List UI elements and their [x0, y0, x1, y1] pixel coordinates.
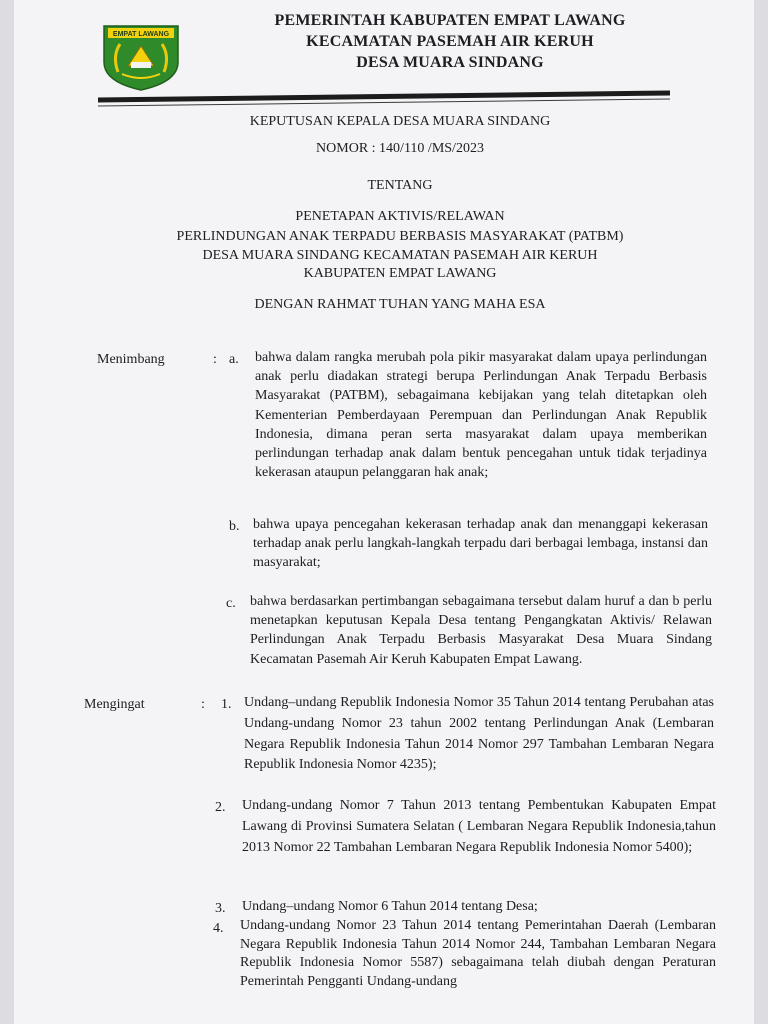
- menimbang-marker-a: a.: [229, 352, 239, 367]
- mengingat-item-2: Undang-undang Nomor 7 Tahun 2013 tentang Pembentukan Kabupaten Empat Lawang di Provinsi Sumatera Selatan ( Lembaran Negara Republik Indonesia,tahun 2013 Nomor 22 Tambahan Lembaran Negara Republik Indonesia Nomor 5400);: [242, 798, 716, 855]
- decree-tentang: TENTANG: [367, 178, 433, 193]
- mengingat-label: Mengingat: [84, 697, 145, 712]
- letterhead: [240, 10, 660, 73]
- menimbang-item-a: bahwa dalam rangka merubah pola pikir masyarakat dalam upaya perlindungan anak perlu diadakan strategi berupa Perlindungan Anak Terpadu Berbasis Masyarakat (PATBM), sebagaimana kebijakan yang telah ditetapkan oleh Kementerian Pemberdayaan Perempuan dan Perlindungan Anak Republik Indonesia, dimana peran serta masyarakat dalam upaya memberikan perlindungan terhadap anak dalam bentuk pencegahan untuk tidak terjadinya kekerasan ataupun pelanggaran hak anak;: [255, 350, 707, 481]
- decree-blessing: DENGAN RAHMAT TUHAN YANG MAHA ESA: [254, 297, 546, 312]
- mengingat-item-4: Undang-undang Nomor 23 Tahun 2014 tentang Pemerintahan Daerah (Lembaran Negara Republik Indonesia Tahun 2014 Nomor 244, Tambahan Lembaran Negara Republik Indonesia Nomor 5587) sebagaimana telah diubah dengan Peraturan Pemerintah Pengganti Undang-undang: [240, 918, 716, 989]
- menimbang-item-b: bahwa upaya pencegahan kekerasan terhadap anak dan menanggapi kekerasan terhadap anak perlu langkah-langkah terpadu dari berbagai lembaga, instansi dan masyarakat;: [253, 517, 708, 571]
- menimbang-colon: :: [213, 352, 217, 367]
- regency-emblem-logo: [98, 22, 184, 92]
- decree-subject-2: PERLINDUNGAN ANAK TERPADU BERBASIS MASYARAKAT (PATBM): [176, 229, 624, 244]
- page-edge-right: [754, 0, 768, 1024]
- decree-number: NOMOR : 140/110 /MS/2023: [316, 141, 484, 156]
- menimbang-marker-c: c.: [226, 596, 236, 611]
- letterhead-village: DESA MUARA SINDANG: [356, 54, 544, 71]
- mengingat-item-1: Undang–undang Republik Indonesia Nomor 35 Tahun 2014 tentang Perubahan atas Undang-undang Nomor 23 tahun 2002 tentang Perlindungan Anak (Lembaran Negara Republik Indonesia Tahun 2014 Nomor 297 Tambahan Lembaran Negara Republik Indonesia Nomor 4235);: [244, 695, 714, 773]
- menimbang-marker-b: b.: [229, 519, 240, 534]
- mengingat-colon: :: [201, 697, 205, 712]
- mengingat-marker-4: 4.: [213, 921, 224, 936]
- letterhead-district: KECAMATAN PASEMAH AIR KERUH: [306, 33, 594, 50]
- mengingat-marker-2: 2.: [215, 800, 226, 815]
- decree-subject-1: PENETAPAN AKTIVIS/RELAWAN: [295, 209, 505, 224]
- logo-text: EMPAT LAWANG: [112, 31, 170, 38]
- mengingat-marker-3: 3.: [215, 901, 226, 916]
- decree-title: KEPUTUSAN KEPALA DESA MUARA SINDANG: [249, 114, 551, 129]
- menimbang-label: Menimbang: [97, 352, 165, 367]
- mengingat-marker-1: 1.: [221, 697, 232, 712]
- menimbang-item-c: bahwa berdasarkan pertimbangan sebagaimana tersebut dalam huruf a dan b perlu menetapkan keputusan Kepala Desa tentang Pengangkatan Aktivis/ Relawan Perlindungan Anak Terpadu Berbasis Masyarakat Desa Muara Sindang Kecamatan Pasemah Air Keruh Kabupaten Empat Lawang.: [250, 594, 712, 667]
- mengingat-item-3: Undang–undang Nomor 6 Tahun 2014 tentang Desa;: [242, 899, 538, 914]
- letterhead-government: PEMERINTAH KABUPATEN EMPAT LAWANG: [274, 12, 626, 29]
- decree-subject-4: KABUPATEN EMPAT LAWANG: [303, 266, 497, 281]
- decree-subject-3: DESA MUARA SINDANG KECAMATAN PASEMAH AIR KERUH: [202, 248, 598, 263]
- page-edge-left: [0, 0, 14, 1024]
